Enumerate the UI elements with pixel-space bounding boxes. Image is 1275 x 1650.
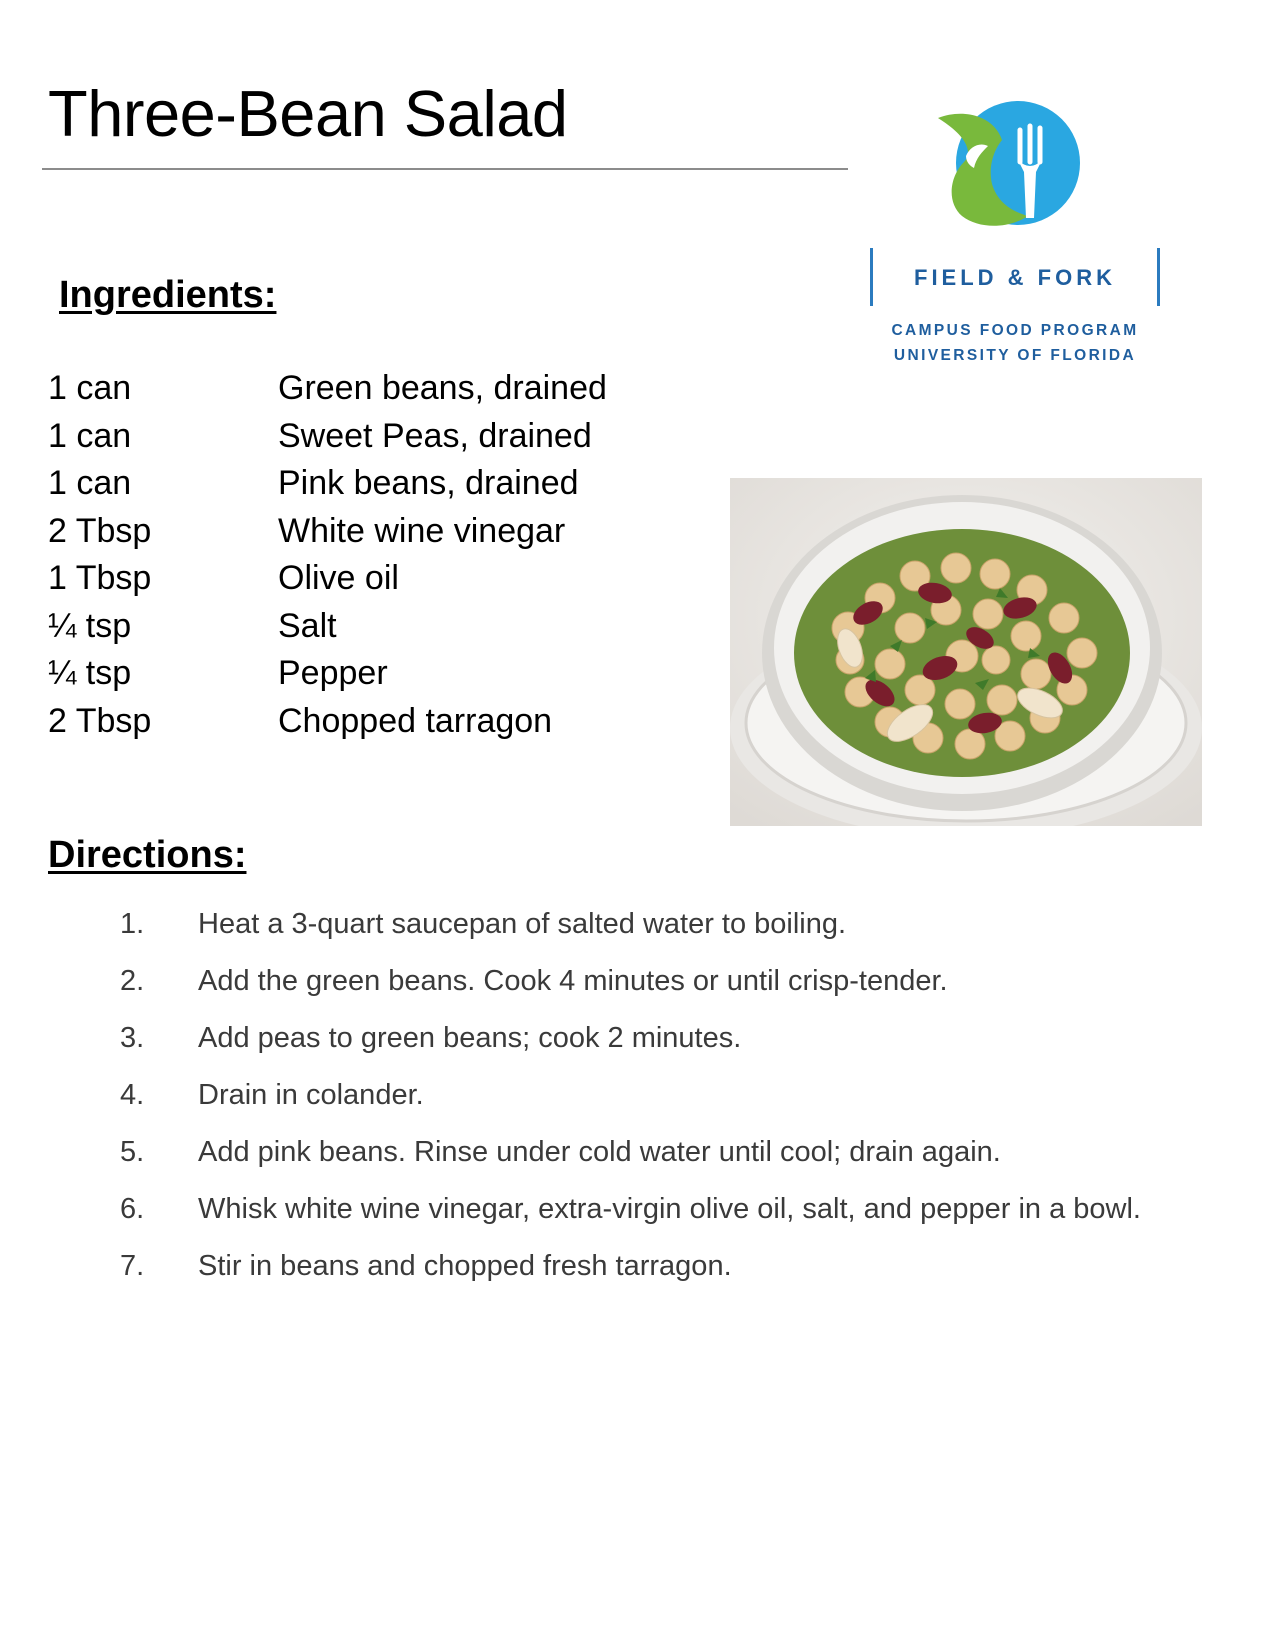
ingredients-list [48,365,688,745]
ingredient-quantity: ¼ tsp [48,654,132,693]
logo-subtitle-program: CAMPUS FOOD PROGRAM [891,322,1139,339]
ingredient-name: Green beans, drained [278,369,607,408]
ingredients-heading: Ingredients: [59,274,277,316]
ingredient-quantity: 2 Tbsp [48,511,152,550]
step-number: 3. [120,1022,145,1054]
direction-step [120,1124,1210,1181]
ingredient-row [48,508,688,556]
ingredient-row [48,413,688,461]
ingredient-row [48,365,688,413]
ingredient-row [48,698,688,746]
step-number: 5. [120,1136,145,1168]
field-and-fork-logo [870,100,1200,380]
ingredient-row [48,650,688,698]
step-text: Add pink beans. Rinse under cold water until cool; drain again. [198,1136,1001,1168]
title-divider [42,168,848,170]
ingredient-name: Salt [278,606,337,645]
ingredient-quantity: 1 can [48,369,132,408]
salad-bowl-photo [730,478,1202,826]
ingredient-row [48,555,688,603]
direction-step [120,1238,1210,1295]
ingredient-quantity: 1 can [48,464,132,503]
page-title: Three-Bean Salad [48,77,568,150]
step-text: Whisk white wine vinegar, extra-virgin olive oil, salt, and pepper in a bowl. [198,1193,1141,1225]
step-number: 2. [120,965,145,997]
ingredient-name: Sweet Peas, drained [278,416,592,455]
ingredient-name: Pink beans, drained [278,464,579,503]
ingredient-row [48,603,688,651]
step-text: Add peas to green beans; cook 2 minutes. [198,1022,742,1054]
step-text: Drain in colander. [198,1079,424,1111]
ingredient-quantity: 1 can [48,416,132,455]
directions-heading: Directions: [48,834,247,876]
ingredient-quantity: ¼ tsp [48,606,132,645]
direction-step [120,896,1210,953]
direction-step [120,1010,1210,1067]
step-number: 6. [120,1193,145,1225]
logo-name: FIELD & FORK [914,265,1116,290]
step-text: Add the green beans. Cook 4 minutes or until crisp-tender. [198,965,948,997]
ingredient-quantity: 1 Tbsp [48,559,152,598]
fork-leaf-icon [936,100,1086,232]
step-text: Heat a 3-quart saucepan of salted water to boiling. [198,908,847,940]
directions-list [120,896,1210,1295]
logo-subtitle-university: UNIVERSITY OF FLORIDA [893,347,1137,364]
ingredient-name: White wine vinegar [278,511,566,550]
direction-step [120,1181,1210,1238]
step-number: 7. [120,1250,145,1282]
ingredient-name: Pepper [278,654,388,693]
ingredient-quantity: 2 Tbsp [48,701,152,740]
direction-step [120,1067,1210,1124]
ingredient-name: Olive oil [278,559,399,598]
step-number: 4. [120,1079,145,1111]
step-number: 1. [120,908,145,940]
step-text: Stir in beans and chopped fresh tarragon. [198,1250,732,1282]
ingredient-row [48,460,688,508]
ingredient-name: Chopped tarragon [278,701,553,740]
direction-step [120,953,1210,1010]
